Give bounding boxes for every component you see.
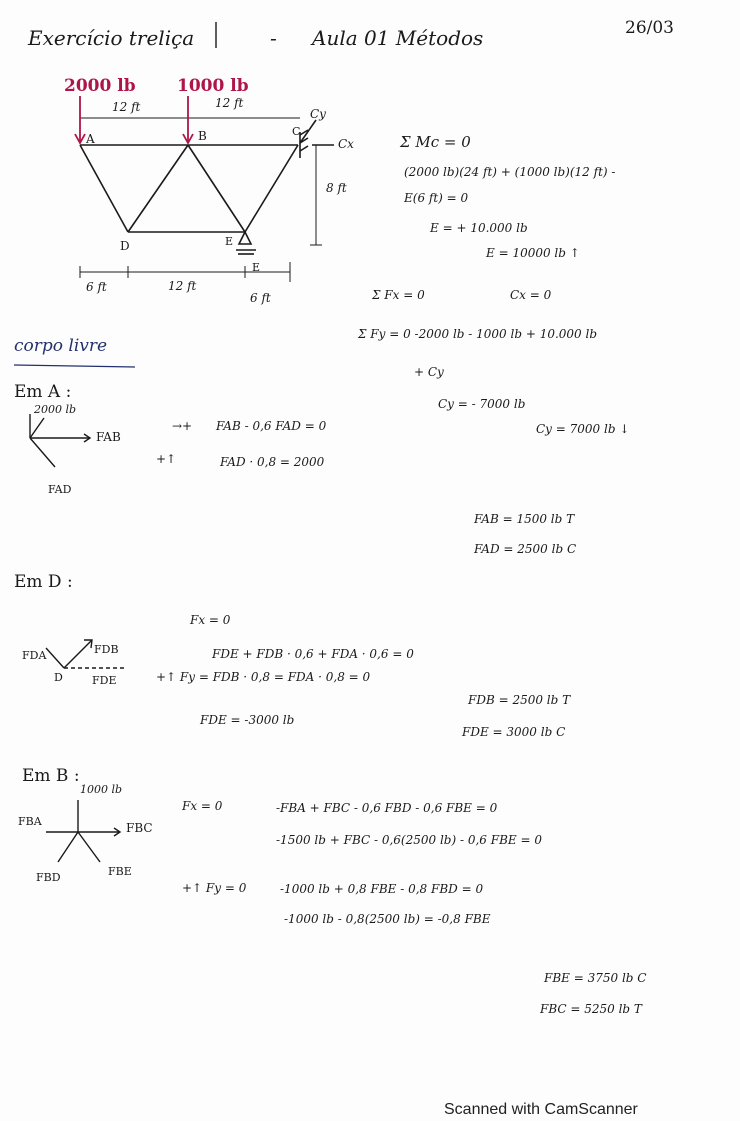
- moment-equation: Σ Mc = 0: [400, 133, 471, 151]
- node-d-point: D: [54, 671, 63, 684]
- moment-line-1: (2000 lb)(24 ft) + (1000 lb)(12 ft) -: [404, 165, 616, 179]
- lesson-title: Aula 01 Métodos: [312, 26, 484, 50]
- section-label: corpo livre: [14, 336, 108, 356]
- dim-height: 8 ft: [326, 181, 347, 195]
- node-d-eq3: FDE = -3000 lb: [200, 713, 295, 727]
- fx-equation: Σ Fx = 0: [372, 288, 425, 302]
- node-a-label: A: [86, 132, 95, 146]
- node-a-fad: FAD: [48, 483, 72, 496]
- node-b-fy-2: -1000 lb - 0,8(2500 lb) = -0,8 FBE: [284, 912, 491, 926]
- scanner-watermark: Scanned with CamScanner: [444, 1101, 638, 1118]
- dim-ab: 12 ft: [112, 100, 141, 114]
- node-d-eq1: FDE + FDB · 0,6 + FDA · 0,6 = 0: [212, 647, 414, 661]
- node-a-eq2-sign: +↑: [156, 452, 177, 466]
- dim-bc: 12 ft: [215, 96, 244, 110]
- node-b-label: B: [198, 129, 207, 143]
- support-e-label: E: [252, 261, 261, 274]
- date: 26/03: [625, 18, 674, 38]
- e-result-1: E = + 10.000 lb: [430, 221, 528, 235]
- dim-de: 12 ft: [168, 279, 197, 293]
- node-a-eq2: FAD · 0,8 = 2000: [220, 455, 325, 469]
- node-d-fda: FDA: [22, 649, 47, 662]
- node-a-result-1: FAB = 1500 lb T: [474, 512, 575, 526]
- reaction-cx-label: Cx: [338, 137, 354, 151]
- load-b-label: 1000 lb: [177, 76, 249, 96]
- node-b-heading: Em B :: [22, 766, 80, 786]
- fy-continuation: + Cy: [414, 365, 444, 379]
- node-a-load: 2000 lb: [34, 403, 77, 416]
- node-b-result-1: FBE = 3750 lb C: [544, 971, 647, 985]
- cy-result-2: Cy = 7000 lb ↓: [536, 422, 630, 436]
- node-d-result-1: FDB = 2500 lb T: [468, 693, 571, 707]
- node-b-fbe: FBE: [108, 865, 132, 878]
- node-b-load: 1000 lb: [80, 783, 123, 796]
- node-d-result-2: FDE = 3000 lb C: [462, 725, 566, 739]
- node-d-fx-head: Fx = 0: [190, 613, 231, 627]
- node-c-label: C: [292, 125, 301, 138]
- node-a-eq1: FAB - 0,6 FAD = 0: [216, 419, 327, 433]
- node-b-fy-head: +↑ Fy = 0: [182, 881, 247, 895]
- node-d-heading: Em D :: [14, 572, 73, 592]
- dim-d: 6 ft: [86, 280, 107, 294]
- node-a-fab: FAB: [96, 430, 121, 444]
- moment-line-2: E(6 ft) = 0: [404, 191, 469, 205]
- e-result-2: E = 10000 lb ↑: [486, 246, 580, 260]
- node-d-eq2: +↑ Fy = FDB · 0,8 = FDA · 0,8 = 0: [156, 670, 371, 684]
- reaction-cy-label: Cy: [310, 107, 326, 121]
- node-a-heading: Em A :: [14, 382, 72, 402]
- node-b-fbd: FBD: [36, 871, 61, 884]
- fy-equation: Σ Fy = 0 -2000 lb - 1000 lb + 10.000 lb: [358, 327, 598, 341]
- node-d-label: D: [120, 239, 130, 253]
- node-d-fdb: FDB: [94, 643, 119, 656]
- node-b-fx-2: -1500 lb + FBC - 0,6(2500 lb) - 0,6 FBE = 0: [276, 833, 542, 847]
- node-b-fy-1: -1000 lb + 0,8 FBE - 0,8 FBD = 0: [280, 882, 484, 896]
- node-d-fde: FDE: [92, 674, 117, 687]
- node-b-fba: FBA: [18, 815, 42, 828]
- dim-e: 6 ft: [250, 291, 271, 305]
- node-b-fbc: FBC: [126, 821, 153, 835]
- node-a-eq1-sign: →+: [172, 419, 193, 433]
- exercise-title: Exercício treliça: [28, 26, 195, 50]
- cy-result-1: Cy = - 7000 lb: [438, 397, 526, 411]
- header-dash: -: [270, 26, 277, 50]
- load-a-label: 2000 lb: [64, 76, 136, 96]
- node-a-result-2: FAD = 2500 lb C: [474, 542, 577, 556]
- node-b-result-2: FBC = 5250 lb T: [540, 1002, 642, 1016]
- node-e-label: E: [225, 235, 234, 248]
- node-b-fx-head: Fx = 0: [182, 799, 223, 813]
- node-b-fx-1: -FBA + FBC - 0,6 FBD - 0,6 FBE = 0: [276, 801, 498, 815]
- cx-result: Cx = 0: [510, 288, 552, 302]
